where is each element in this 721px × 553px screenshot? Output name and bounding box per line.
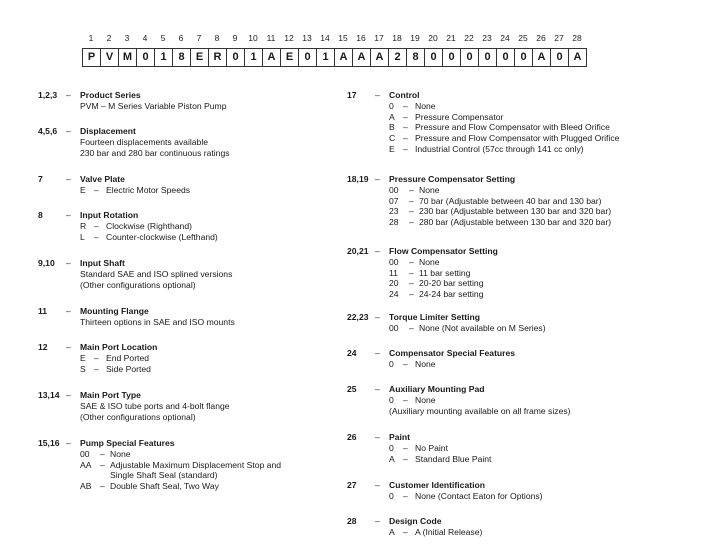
option-text: None (Contact Eaton for Options) [415, 490, 543, 501]
option-code: 0 [389, 358, 394, 369]
option-row: 00 – None [389, 184, 440, 195]
position-number: 17 [374, 33, 384, 43]
section-dash: – [375, 432, 380, 442]
section-title: Main Port Location [80, 342, 158, 352]
section-position: 22,23 [347, 312, 369, 322]
code-box: 1 [244, 48, 262, 67]
option-code: A [389, 453, 395, 464]
section-line: (Other configurations optional) [80, 279, 196, 290]
option-text: None [415, 100, 436, 111]
option-row: A – A (Initial Release) [389, 526, 483, 537]
section-position: 4,5,6 [38, 126, 58, 136]
option-code: E [80, 352, 86, 363]
section-dash: – [66, 306, 71, 316]
option-code: 0 [389, 490, 394, 501]
section-dash: – [66, 438, 71, 448]
code-box: A [334, 48, 352, 67]
position-number: 11 [266, 33, 276, 43]
section-dash: – [66, 174, 71, 184]
section-title: Torque Limiter Setting [389, 312, 481, 322]
section-title: Paint [389, 432, 411, 442]
section-title: Product Series [80, 90, 141, 100]
option-code: L [80, 231, 85, 242]
option-row: 20 – 20-20 bar setting [389, 278, 484, 289]
code-box: 0 [298, 48, 316, 67]
option-row: 0 – None [389, 394, 436, 405]
code-box: E [190, 48, 208, 67]
section-position: 7 [38, 174, 43, 184]
option-text: None [415, 358, 436, 369]
code-box: 0 [424, 48, 442, 67]
option-row: B – Pressure and Flow Compensator with Bleed Orifice [389, 122, 610, 133]
option-row: E – Electric Motor Speeds [80, 184, 191, 195]
option-row: 11 – 11 bar setting [389, 267, 471, 278]
option-code: 00 [389, 184, 399, 195]
option-text: A (Initial Release) [415, 526, 483, 537]
section-line: Thirteen options in SAE and ISO mounts [80, 316, 235, 327]
code-box: 1 [154, 48, 172, 67]
position-number: 1 [88, 33, 94, 43]
option-row: 24 – 24-24 bar setting [389, 289, 484, 300]
option-text: 11 bar setting [419, 267, 471, 278]
position-number: 5 [160, 33, 166, 43]
section-position: 27 [347, 480, 357, 490]
section-line: (Other configurations optional) [80, 411, 196, 422]
code-box: 1 [316, 48, 334, 67]
option-row: 0 – None [389, 100, 436, 111]
section-position: 17 [347, 90, 357, 100]
option-text: Adjustable Maximum Displacement Stop and [110, 459, 282, 470]
option-text: End Ported [106, 352, 149, 363]
position-number: 25 [518, 33, 528, 43]
option-code: 28 [389, 217, 399, 228]
section-title: Valve Plate [80, 174, 125, 184]
option-row: A – Standard Blue Paint [389, 453, 492, 464]
position-number: 14 [320, 33, 330, 43]
code-box: 0 [442, 48, 460, 67]
section-position: 20,21 [347, 246, 369, 256]
option-code: 11 [389, 267, 398, 278]
position-number: 26 [536, 33, 546, 43]
option-code: A [389, 111, 395, 122]
position-number: 7 [196, 33, 202, 43]
section-dash: – [66, 210, 71, 220]
option-row: 0 – None [389, 358, 436, 369]
option-row: S – Side Ported [80, 363, 151, 374]
option-text: Counter-clockwise (Lefthand) [106, 231, 218, 242]
section-dash: – [375, 246, 380, 256]
option-code: 0 [389, 100, 394, 111]
code-box: M [118, 48, 136, 67]
option-code: A [389, 526, 395, 537]
option-code: 00 [389, 256, 399, 267]
option-row: 07 – 70 bar (Adjustable between 40 bar and 130 bar) [389, 195, 602, 206]
section-title: Mounting Flange [80, 306, 149, 316]
section-position: 13,14 [38, 390, 60, 400]
code-box: V [100, 48, 118, 67]
position-number: 13 [302, 33, 312, 43]
section-title: Customer Identification [389, 480, 485, 490]
option-row [80, 470, 360, 481]
code-box: 2 [388, 48, 406, 67]
option-text: Pressure and Flow Compensator with Bleed Orifice [415, 122, 610, 133]
option-row: AB – Double Shaft Seal, Two Way [80, 481, 219, 492]
option-code: 00 [80, 448, 90, 459]
section-position: 28 [347, 516, 357, 526]
option-row: 23 – 230 bar (Adjustable between 130 bar and 320 bar) [389, 206, 612, 217]
option-code: AA [80, 459, 92, 470]
section-title: Compensator Special Features [389, 348, 516, 358]
position-number: 27 [554, 33, 564, 43]
option-code [80, 470, 100, 481]
code-box: 0 [514, 48, 532, 67]
code-box: E [280, 48, 298, 67]
position-number: 9 [232, 33, 238, 43]
section-title: Pressure Compensator Setting [389, 174, 516, 184]
model-code-boxes [82, 48, 587, 66]
option-text: None [419, 184, 440, 195]
option-text: 280 bar (Adjustable between 130 bar and 320 bar) [419, 217, 612, 228]
option-text: 20-20 bar setting [419, 278, 484, 289]
section-position: 25 [347, 384, 357, 394]
position-number: 4 [142, 33, 148, 43]
model-code-diagram [82, 33, 602, 63]
section-position: 8 [38, 210, 43, 220]
section-position: 1,2,3 [38, 90, 58, 100]
option-text: 70 bar (Adjustable between 40 bar and 130 bar) [419, 195, 602, 206]
code-box: 8 [406, 48, 424, 67]
section-position: 9,10 [38, 258, 55, 268]
code-box: 0 [550, 48, 568, 67]
section-dash: – [66, 126, 71, 136]
section-title: Flow Compensator Setting [389, 246, 498, 256]
section-title: Pump Special Features [80, 438, 175, 448]
option-text: Single Shaft Seal (standard) [110, 470, 218, 481]
section-dash: – [375, 312, 380, 322]
option-text: None [415, 394, 436, 405]
section-dash: – [375, 90, 380, 100]
option-code: 20 [389, 278, 399, 289]
option-text: Industrial Control (57cc through 141 cc only) [415, 143, 584, 154]
position-number: 2 [106, 33, 112, 43]
position-number: 12 [284, 33, 294, 43]
option-text: No Paint [415, 442, 448, 453]
section-dash: – [66, 390, 71, 400]
section-line: Fourteen displacements available [80, 136, 209, 147]
position-number: 15 [338, 33, 348, 43]
option-code: 0 [389, 442, 394, 453]
option-text: Double Shaft Seal, Two Way [110, 481, 219, 492]
section-line: Standard SAE and ISO splined versions [80, 268, 233, 279]
option-text: None [419, 256, 440, 267]
section-title: Auxiliary Mounting Pad [389, 384, 485, 394]
option-row: 28 – 280 bar (Adjustable between 130 bar and 320 bar) [389, 217, 612, 228]
section-dash: – [375, 480, 380, 490]
option-row: 00 – None [389, 256, 440, 267]
option-code: 07 [389, 195, 399, 206]
option-code: E [80, 184, 86, 195]
section-position: 26 [347, 432, 357, 442]
option-row: 00 – None (Not available on M Series) [389, 322, 546, 333]
option-text: Side Ported [106, 363, 151, 374]
section-title: Displacement [80, 126, 136, 136]
option-row: AA – Adjustable Maximum Displacement Stop and [80, 459, 282, 470]
option-text: 230 bar (Adjustable between 130 bar and 320 bar) [419, 206, 612, 217]
option-code: B [389, 122, 395, 133]
section-dash: – [375, 384, 380, 394]
option-text: 24-24 bar setting [419, 289, 484, 300]
position-number: 20 [428, 33, 438, 43]
option-text: None (Not available on M Series) [419, 322, 546, 333]
code-box: R [208, 48, 226, 67]
code-box: 0 [136, 48, 154, 67]
section-position: 15,16 [38, 438, 60, 448]
option-row: 0 – None (Contact Eaton for Options) [389, 490, 543, 501]
position-number: 19 [410, 33, 420, 43]
option-row: 00 – None [80, 448, 131, 459]
option-text: None [110, 448, 131, 459]
position-number: 10 [248, 33, 258, 43]
option-code: 24 [389, 289, 399, 300]
section-position: 18,19 [347, 174, 369, 184]
option-text: Electric Motor Speeds [106, 184, 191, 195]
option-code: AB [80, 481, 92, 492]
code-box: 0 [478, 48, 496, 67]
section-position: 24 [347, 348, 357, 358]
section-line: PVM – M Series Variable Piston Pump [80, 100, 227, 111]
section-line: SAE & ISO tube ports and 4-bolt flange [80, 400, 230, 411]
position-number: 16 [356, 33, 366, 43]
option-row: 0 – No Paint [389, 442, 448, 453]
option-code: R [80, 220, 87, 231]
section-dash: – [375, 516, 380, 526]
position-number: 22 [464, 33, 474, 43]
section-title: Input Rotation [80, 210, 139, 220]
code-box: A [352, 48, 370, 67]
option-code: 0 [389, 394, 394, 405]
option-row: L – Counter-clockwise (Lefthand) [80, 231, 218, 242]
section-dash: – [66, 90, 71, 100]
code-box: 8 [172, 48, 190, 67]
option-code: 23 [389, 206, 399, 217]
code-box: 0 [460, 48, 478, 67]
section-dash: – [375, 348, 380, 358]
section-note: (Auxiliary mounting available on all frame sizes) [389, 405, 571, 416]
section-position: 12 [38, 342, 48, 352]
code-box: A [568, 48, 587, 67]
option-row: C – Pressure and Flow Compensator with Plugged Orifice [389, 133, 620, 144]
section-title: Control [389, 90, 420, 100]
code-box: P [82, 48, 100, 67]
option-code: E [389, 143, 395, 154]
position-numbers [82, 33, 602, 47]
code-box: A [532, 48, 550, 67]
position-number: 28 [572, 33, 582, 43]
position-number: 3 [124, 33, 130, 43]
position-number: 23 [482, 33, 492, 43]
code-box: 0 [496, 48, 514, 67]
section-title: Main Port Type [80, 390, 141, 400]
section-title: Input Shaft [80, 258, 125, 268]
option-code: S [80, 363, 86, 374]
option-row: E – Industrial Control (57cc through 141 cc only) [389, 143, 584, 154]
option-code: C [389, 133, 396, 144]
position-number: 21 [446, 33, 456, 43]
option-row: A – Pressure Compensator [389, 111, 504, 122]
section-dash: – [375, 174, 380, 184]
section-dash: – [66, 342, 71, 352]
code-box: A [370, 48, 388, 67]
option-row: R – Clockwise (Righthand) [80, 220, 192, 231]
section-dash: – [66, 258, 71, 268]
position-number: 6 [178, 33, 184, 43]
section-title: Design Code [389, 516, 442, 526]
position-number: 18 [392, 33, 402, 43]
section-line: 230 bar and 280 bar continuous ratings [80, 147, 230, 158]
option-text: Pressure and Flow Compensator with Plugged Orifice [415, 133, 620, 144]
position-number: 24 [500, 33, 510, 43]
option-text: Standard Blue Paint [415, 453, 492, 464]
code-box: 0 [226, 48, 244, 67]
option-code: 00 [389, 322, 399, 333]
option-text: Clockwise (Righthand) [106, 220, 192, 231]
code-box: A [262, 48, 280, 67]
section-position: 11 [38, 306, 48, 316]
option-row: E – End Ported [80, 352, 149, 363]
option-text: Pressure Compensator [415, 111, 504, 122]
position-number: 8 [214, 33, 220, 43]
